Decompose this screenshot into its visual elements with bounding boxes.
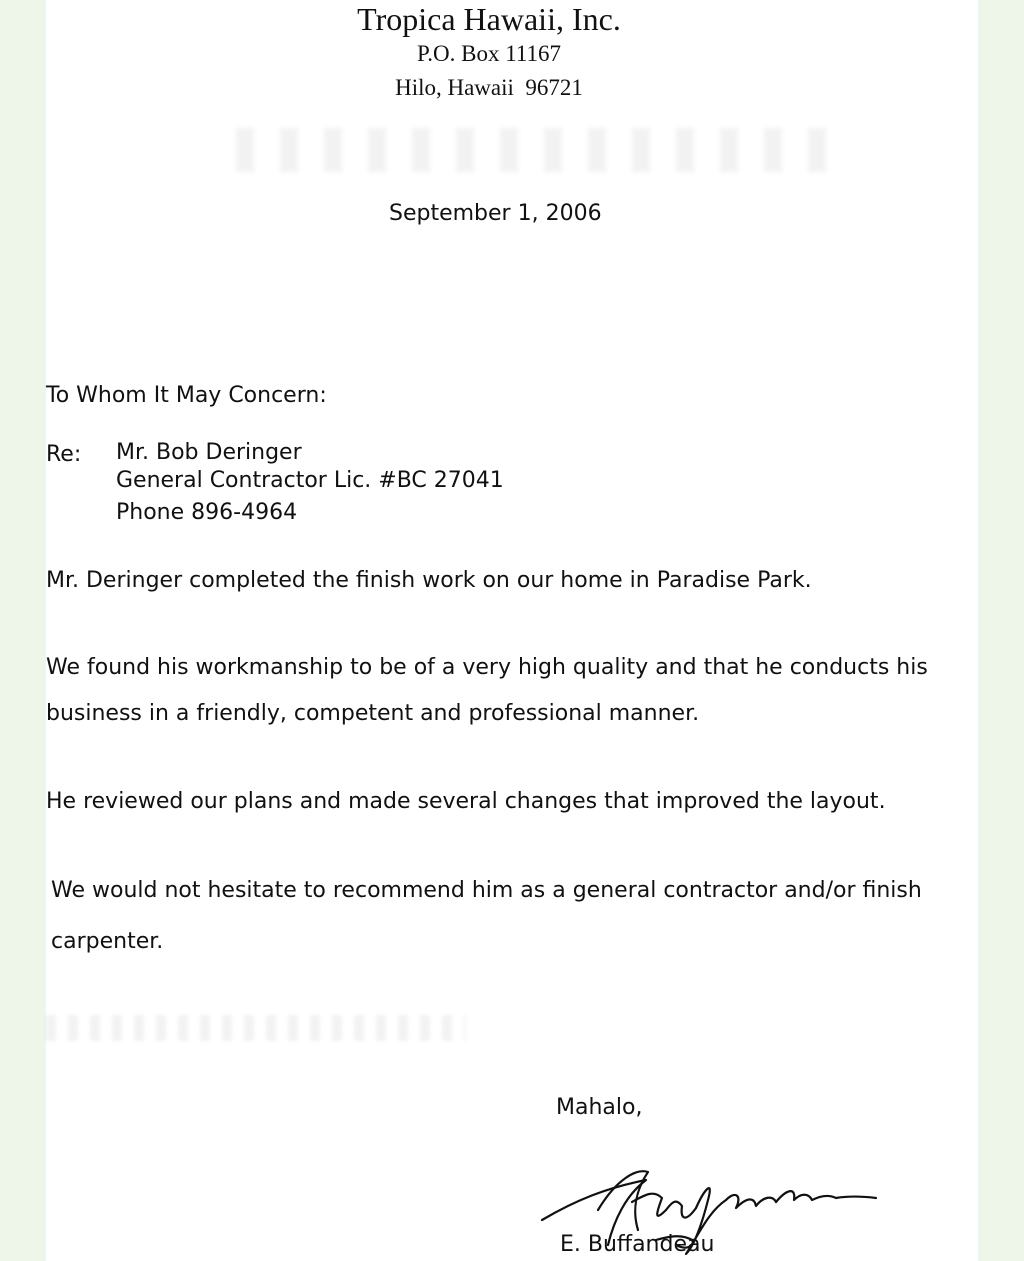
address-po-box: P.O. Box 11167 [417, 41, 561, 66]
scan-artifact [236, 128, 846, 172]
re-name: Mr. Bob Deringer [116, 440, 302, 465]
closing: Mahalo, [556, 1095, 643, 1120]
paragraph-1: Mr. Deringer completed the finish work on our home in Paradise Park. [46, 568, 812, 593]
paragraph-4-line-2: carpenter. [51, 929, 164, 954]
salutation: To Whom It May Concern: [46, 383, 327, 408]
paragraph-3: He reviewed our plans and made several changes that improved the layout. [46, 789, 886, 814]
paragraph-2-line-1: We found his workmanship to be of a very high quality and that he conducts his [46, 655, 928, 680]
letter-page [46, 0, 978, 1261]
signer-name: E. Buffandeau [560, 1232, 715, 1257]
paragraph-2-line-2: business in a friendly, competent and professional manner. [46, 701, 700, 726]
letter-date: September 1, 2006 [389, 201, 602, 226]
company-name: Tropica Hawaii, Inc. [357, 1, 621, 37]
paragraph-4-line-1: We would not hesitate to recommend him as a general contractor and/or finish [51, 878, 922, 903]
re-label: Re: [46, 442, 82, 467]
re-phone: Phone 896-4964 [116, 500, 298, 525]
address-city: Hilo, Hawaii 96721 [395, 75, 583, 100]
re-license: General Contractor Lic. #BC 27041 [116, 468, 504, 493]
scan-artifact-2 [46, 1015, 466, 1041]
